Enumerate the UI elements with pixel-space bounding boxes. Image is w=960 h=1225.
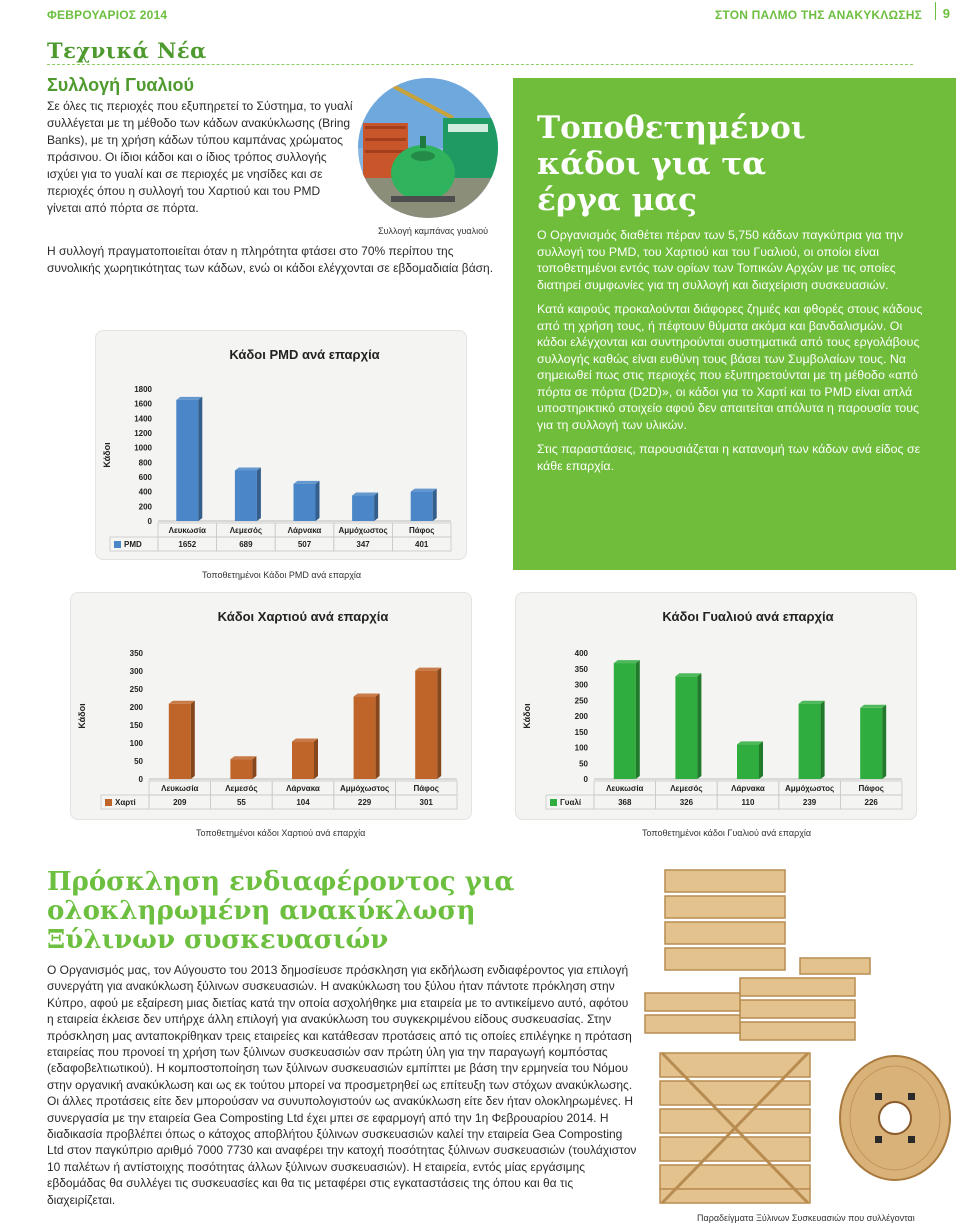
- bar-top: [737, 741, 763, 744]
- y-tick-label: 800: [138, 458, 152, 468]
- data-label: 55: [236, 798, 246, 807]
- y-tick-label: 1600: [134, 399, 152, 409]
- bar-side: [433, 489, 437, 521]
- bar-top: [860, 705, 886, 708]
- legend-label: Χαρτί: [115, 798, 136, 807]
- wood-article-title: Πρόσκληση ενδιαφέροντος για ολοκληρωμένη ανακύκλωση Ξύλινων συσκευασιών: [47, 867, 515, 955]
- category-label: Λάρνακα: [286, 784, 320, 793]
- category-label: Λεμεσός: [670, 784, 703, 793]
- category-label: Λεμεσός: [225, 784, 258, 793]
- issue-date: ΦΕΒΡΟΥΑΡΙΟΣ 2014: [47, 8, 168, 22]
- y-axis-label: Κάδοι: [102, 442, 112, 468]
- bar: [614, 663, 636, 779]
- bar-top: [230, 756, 256, 759]
- bar: [354, 697, 376, 779]
- bar: [176, 400, 198, 521]
- y-tick-label: 100: [129, 739, 143, 748]
- bar: [235, 470, 257, 521]
- bar-side: [314, 739, 318, 779]
- legend-label: PMD: [124, 540, 142, 549]
- data-label: 326: [679, 798, 694, 807]
- y-tick-label: 200: [138, 502, 152, 512]
- data-label: 110: [741, 798, 755, 807]
- legend-swatch: [105, 799, 112, 806]
- page-number: 9: [942, 6, 950, 21]
- y-tick-label: 1800: [134, 385, 152, 394]
- y-tick-label: 600: [138, 473, 152, 482]
- panel-text: [537, 227, 932, 482]
- y-tick-label: 0: [147, 517, 152, 526]
- y-tick-label: 350: [129, 649, 143, 658]
- bar-top: [411, 489, 437, 492]
- y-tick-label: 250: [574, 696, 588, 706]
- category-label: Αμμόχωστος: [784, 784, 835, 793]
- panel-paragraph-3: Στις παραστάσεις, παρουσιάζεται η κατανομή των κάδων ανά είδος σε κάθε επαρχία.: [537, 442, 921, 473]
- glass-bank-photo: [358, 78, 498, 218]
- category-label: Αμμόχωστος: [339, 784, 390, 793]
- bar-top: [415, 668, 441, 671]
- data-label: 368: [618, 798, 632, 807]
- bar: [411, 492, 433, 521]
- y-axis-label: Κάδοι: [522, 703, 532, 729]
- category-label: Λευκωσία: [606, 784, 644, 793]
- y-tick-label: 1400: [134, 414, 152, 424]
- bar: [294, 484, 316, 521]
- glass-bins-chart-svg: [516, 593, 918, 821]
- data-label: 401: [415, 540, 429, 549]
- glass-photo-caption: Συλλογή καμπάνας γυαλιού: [378, 226, 489, 236]
- category-label: Πάφος: [408, 526, 435, 535]
- bar-side: [316, 481, 320, 521]
- data-label: 1652: [178, 540, 197, 549]
- y-tick-label: 0: [583, 775, 588, 784]
- data-label: 239: [802, 798, 817, 807]
- bar-top: [169, 701, 195, 704]
- pmd-bins-chart: [95, 330, 467, 560]
- glass-paragraph-1: Σε όλες τις περιοχές που εξυπηρετεί το Σύστημα, το γυαλί συλλέγεται με τη μέθοδο των κάδων ανακύκλωσης (Bring Banks), με τη χρήση κάδων τύπου καμπάνας χρώματος πράσινου. Οι ίδιοι κάδοι και ο ίδιος τρόπος συλλογής ισχύει για το γυαλί και σε περιοχές με νησίδες και σε περιοχές όπου η συλλογή του Χαρτιού και του PMD γίνεται από πόρτα σε πόρτα.: [47, 99, 353, 215]
- data-label: 507: [297, 540, 312, 549]
- bar-top: [292, 739, 318, 742]
- y-tick-label: 0: [138, 775, 143, 784]
- bar-side: [257, 467, 261, 521]
- bar-side: [376, 694, 380, 779]
- y-tick-label: 300: [574, 680, 588, 690]
- y-tick-label: 1000: [134, 443, 152, 453]
- y-tick-label: 400: [574, 649, 588, 658]
- data-label: 347: [356, 540, 370, 549]
- y-tick-label: 150: [129, 721, 143, 730]
- paper-bins-chart: [70, 592, 472, 820]
- y-tick-label: 350: [574, 664, 588, 674]
- bar: [799, 704, 821, 779]
- pmd-chart-caption: Τοποθετημένοι Κάδοι PMD ανά επαρχία: [202, 570, 362, 580]
- data-label: 229: [357, 798, 372, 807]
- y-tick-label: 50: [134, 757, 143, 766]
- bar: [675, 676, 697, 779]
- bar: [230, 759, 252, 779]
- legend-swatch: [114, 541, 121, 548]
- bar-side: [636, 660, 640, 779]
- category-label: Αμμόχωστος: [338, 526, 388, 535]
- chart-title: Κάδοι Γυαλιού ανά επαρχία: [662, 609, 834, 624]
- bar-side: [821, 701, 825, 779]
- bar-side: [437, 668, 441, 779]
- wooden-packaging-photo: [640, 868, 956, 1208]
- category-label: Λεμεσός: [229, 526, 263, 535]
- section-divider: [47, 64, 913, 65]
- glass-heading: Συλλογή Γυαλιού: [47, 75, 194, 95]
- header-divider: [935, 2, 936, 20]
- glass-paragraph-2: Η συλλογή πραγματοποιείται όταν η πληρότητα φτάσει στο 70% περίπου της συνολικής χωρητικότητας των κάδων, ενώ οι κάδοι ελέγχονται σε εβδομαδιαία βάση.: [47, 244, 494, 275]
- data-label: 689: [239, 540, 253, 549]
- panel-paragraph-1: Ο Οργανισμός διαθέτει πέραν των 5,750 κάδων παγκύπρια για την συλλογή του PMD, του Χαρτιού και του Γυαλιού, οι οποίοι είναι τοποθετημένοι εντός των ορίων των Τοπικών Αρχών με τις οποίες διατηρεί συμφωνίες για τη συλλογή και διαχείριση συσκευασιών.: [537, 228, 904, 292]
- bar-side: [252, 756, 256, 779]
- bar-side: [697, 673, 701, 779]
- bar: [860, 708, 882, 779]
- bar: [415, 671, 437, 779]
- category-label: Λάρνακα: [287, 526, 322, 535]
- bar-top: [799, 701, 825, 704]
- glass-bins-chart: [515, 592, 917, 820]
- glass-chart-caption: Τοποθετημένοι κάδοι Γυαλιού ανά επαρχία: [642, 828, 812, 838]
- y-tick-label: 50: [579, 759, 588, 769]
- chart-title: Κάδοι Χαρτιού ανά επαρχία: [217, 609, 389, 624]
- bar-side: [759, 741, 763, 779]
- y-tick-label: 1200: [134, 429, 152, 438]
- paper-chart-caption: Τοποθετημένοι κάδοι Χαρτιού ανά επαρχία: [196, 828, 366, 838]
- magazine-name: ΣΤΟΝ ΠΑΛΜΟ ΤΗΣ ΑΝΑΚΥΚΛΩΣΗΣ: [715, 8, 922, 22]
- y-tick-label: 100: [574, 743, 588, 753]
- bar-top: [294, 481, 320, 484]
- y-tick-label: 400: [138, 487, 152, 497]
- category-label: Πάφος: [413, 784, 439, 793]
- bar-top: [352, 493, 378, 496]
- legend-swatch: [550, 799, 557, 806]
- pmd-bins-chart-svg: [96, 331, 468, 561]
- section-title: Τεχνικά Νέα: [47, 38, 207, 63]
- panel-title: Τοποθετημένοι κάδοι για τα έργα μας: [537, 110, 806, 218]
- bar-side: [374, 493, 378, 521]
- wood-article-text: Ο Οργανισμός μας, τον Αύγουστο του 2013 δημοσίευσε πρόσκληση για εκδήλωση ενδιαφέροντος για επιλογή συνεργάτη για ανακύκλωση ξύλινων συσκευασιών. Η ανακύκλωση του ξύλου ήταν πάντοτε πρόκληση στην Κύπρο, αφού με εξαίρεση μιας διετίας κατά την οποία ασχολήθηκε μια εταιρεία με το αντικείμενο αυτό, αφότου η εταιρεία έκλεισε δεν υπήρχε άλλη επιλογή για ανακύκλωση του συγκεκριμένου είδους συσκευασίας. Στην πρόσκληση μας ανταποκρίθηκαν τρεις εταιρείες και κατάθεσαν προτάσεις από τις οποίες επιλέγηκε η πρόταση εταιρείας που προνοεί τη χρήση των ξύλινων συσκευασιών σαν πρώτη ύλη για την παραγωγή κομπόστας (εδαφοβελτιωτικού). Η κομποστοποίηση των ξύλινων συσκευασιών εμπίπτει με βάση την ερμηνεία του Νόμου στην οργανική ανακύκλωση και ως εκ τούτου μπορεί να προσμετρηθεί ως επίτευξη των στόχων ανακύκλωσης. Οι άλλες προτάσεις είτε δεν μπορούσαν να συνυπολογιστούν ως ανακύκλωση είτε δεν ήταν ολοκληρωμένες. Η συνεργασία με την εταιρεία Gea Composting Ltd έχει μπει σε εφαρμογή από την 1η Φεβρουαρίου 2014. Η διαδικασία προβλέπει όπως ο κάτοχος αποβλήτου ξύλινων συσκευασιών καλεί την εταιρεία Gea Composting Ltd στον παγκύπριο αριθμό 7000 7730 και αναφέρει την κατοχή ποσότητας ξύλινων συσκευασιών (τουλάχιστον 10 παλέτων ή αντίστοιχης ποσότητας άλλων ξύλινων συσκευασιών). Η εταιρεία, εντός μίας εργάσιμης εβδομάδας θα συλλέγει τις συσκευασίες και θα τις μεταφέρει στις εγκαταστάσεις της όπου και θα τις διαχειρίζεται.: [47, 963, 637, 1207]
- panel-paragraph-2: Κατά καιρούς προκαλούνται διάφορες ζημιές και φθορές στους κάδους από τη χρήση τους, ή πέφτουν θύματα ακόμα και βανδαλισμών. Οι κάδοι ελέγχονται και συντηρούνται συστηματικά από τους εργολάβους συλλογής καθώς είναι ευθύνη τους βάσει των Συμβολαίων τους. Να σημειωθεί πως στις περιοχές που εξυπηρετούνται με τη μέθοδο «από πόρτα σε πόρτα (D2D)», οι κάδοι για το Χαρτί και το PMD είναι απλά υποστηρικτικό στοιχείο αφού δεν απαιτείται απόλυτα η παρουσία τους για τη συλλογή των υλικών.: [537, 302, 923, 432]
- data-label: 226: [864, 798, 878, 807]
- bar-side: [198, 397, 202, 521]
- bar: [169, 704, 191, 779]
- y-tick-label: 250: [129, 685, 143, 694]
- bar: [737, 744, 759, 779]
- y-axis-label: Κάδοι: [77, 703, 87, 729]
- paper-bins-chart-svg: [71, 593, 473, 821]
- bar: [352, 496, 374, 521]
- y-tick-label: 300: [129, 667, 143, 676]
- data-label: 301: [419, 798, 433, 807]
- bar-top: [176, 397, 202, 400]
- bar-top: [235, 467, 261, 470]
- y-tick-label: 200: [129, 703, 143, 712]
- wood-photo-caption: Παραδείγματα Ξύλινων Συσκευασιών που συλλέγονται: [697, 1213, 915, 1223]
- legend-label: Γυαλί: [560, 798, 582, 807]
- bar-top: [354, 694, 380, 697]
- category-label: Λευκωσία: [168, 526, 206, 535]
- bar-top: [675, 673, 701, 676]
- data-label: 209: [173, 798, 187, 807]
- data-label: 104: [296, 798, 310, 807]
- y-tick-label: 150: [574, 727, 588, 737]
- y-tick-label: 200: [574, 712, 588, 721]
- bar-side: [191, 701, 195, 779]
- category-label: Πάφος: [858, 784, 884, 793]
- chart-title: Κάδοι PMD ανά επαρχία: [229, 347, 380, 362]
- category-label: Λευκωσία: [161, 784, 199, 793]
- category-label: Λάρνακα: [731, 784, 765, 793]
- bar: [292, 742, 314, 779]
- bar-side: [882, 705, 886, 779]
- bar-top: [614, 660, 640, 663]
